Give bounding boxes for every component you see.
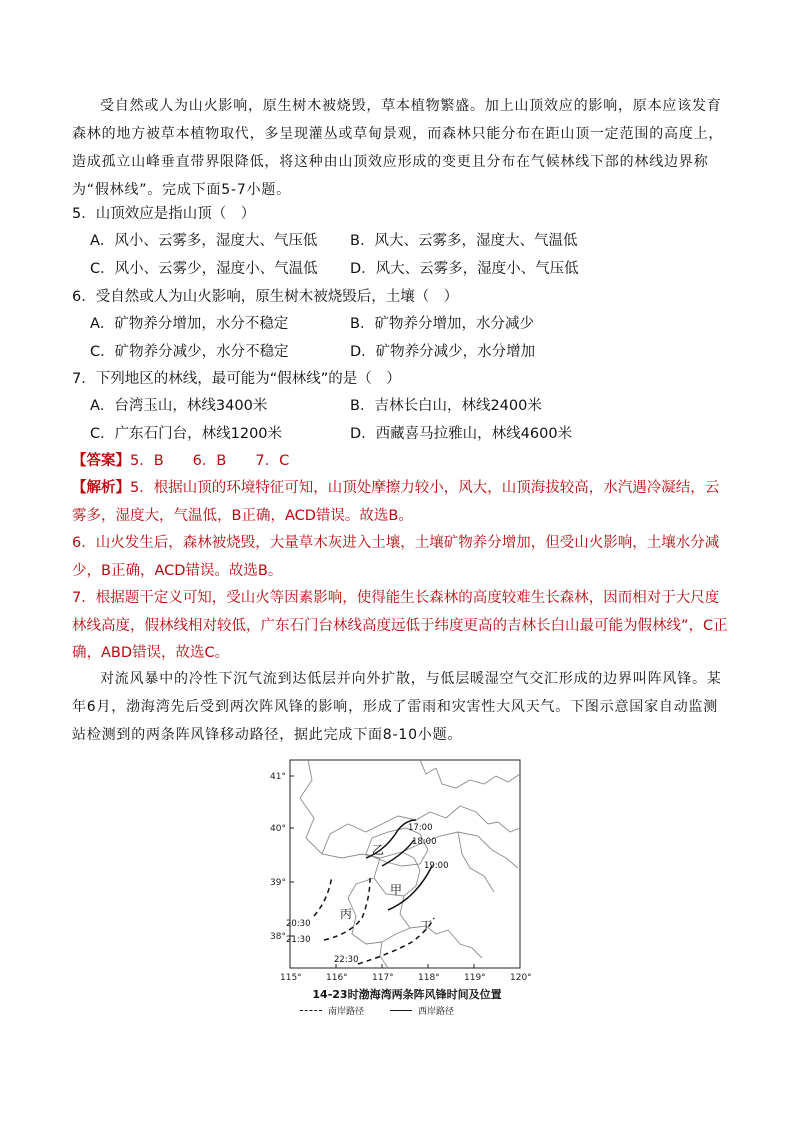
time-label-2230: 22:30 <box>334 955 359 965</box>
q7-option-d: D．西藏喜马拉雅山，林线4600米 <box>350 425 573 442</box>
lat-label-38: 38° <box>270 932 286 942</box>
time-label-1900: 19:00 <box>424 861 449 871</box>
intro-paragraph-5-7: 受自然或人为山火影响，原生树木被烧毁，草本植物繁盛。加上山顶效应的影响，原本应该发育森林的地方被草本植物取代，多呈现灌丛或草甸景观，而森林只能分布在距山顶一定范围的高度上，造成孤立山峰垂直带界限降低，将这种由山顶效应形成的变更且分布在气候林线下部的林线边界称为“假林线”。完成下面5-7小题。 <box>72 98 724 198</box>
lon-label-116: 116° <box>326 973 348 983</box>
analysis-6: 6．山火发生后，森林被烧毁，大量草木灰进入土壤，土壤矿物养分增加，但受山火影响，土壤水分减少，B正确，ACD错误。故选B。 <box>72 535 720 579</box>
lon-ticks <box>290 964 520 968</box>
q5-option-a: A．风小、云雾多，湿度大、气压低 <box>90 233 318 249</box>
legend-solid-line <box>390 1010 412 1011</box>
lon-label-117: 117° <box>372 973 394 983</box>
region-label-yi: 乙 <box>372 843 385 857</box>
question-6-options <box>90 311 730 366</box>
lon-label-119: 119° <box>464 973 486 983</box>
time-label-1700: 17:00 <box>408 823 433 833</box>
q6-option-d: D．矿物养分减少，水分增加 <box>350 343 536 360</box>
legend-south-label: 南岸路径 <box>328 1007 365 1017</box>
time-label-2130: 21:30 <box>286 935 311 945</box>
question-7-stem: 7．下列地区的林线，最可能为“假林线”的是（ ） <box>72 371 401 387</box>
map-frame <box>290 760 520 968</box>
answer-line <box>72 448 722 476</box>
q5-option-d: D．风大、云雾多，湿度小、气压低 <box>350 260 579 277</box>
question-5-options <box>90 228 730 283</box>
front-2030 <box>314 876 332 916</box>
lon-label-115: 115° <box>280 973 302 983</box>
q7-option-a: A．台湾玉山，林线3400米 <box>90 398 268 414</box>
q5-option-c: C．风小、云雾少，湿度小、气温低 <box>90 260 318 277</box>
map-legend <box>300 1004 520 1017</box>
time-label-1800: 18:00 <box>412 837 437 847</box>
q6-option-b: B．矿物养分增加，水分减少 <box>350 316 534 332</box>
lon-label-120: 120° <box>510 973 532 983</box>
time-label-2030: 20:30 <box>286 919 311 929</box>
q6-option-c: C．矿物养分减少，水分不稳定 <box>90 343 289 360</box>
lat-ticks <box>290 776 294 936</box>
region-label-ding: 丁 <box>420 919 433 933</box>
q5-option-b: B．风大、云雾多，湿度大、气温低 <box>350 233 578 249</box>
question-6-stem: 6．受自然或人为山火影响，原生树木被烧毁后，土壤（ ） <box>72 289 459 305</box>
lon-label-118: 118° <box>418 973 440 983</box>
analysis-5 <box>72 475 728 530</box>
lat-label-40: 40° <box>270 824 286 834</box>
lat-label-41: 41° <box>270 772 286 782</box>
map-svg <box>270 758 540 988</box>
question-5-stem: 5．山顶效应是指山顶（ ） <box>72 206 256 222</box>
region-label-jia: 甲 <box>390 883 403 897</box>
analysis-label: 【解析】 <box>72 480 130 496</box>
question-7-options <box>90 393 730 448</box>
q6-option-a: A．矿物养分增加，水分不稳定 <box>90 316 289 332</box>
lat-label-39: 39° <box>270 878 286 888</box>
analysis-5-text: 5．根据山顶的环境特征可知，山顶处摩擦力较小，风大，山顶海拔较高，水汽遇冷凝结，云雾多，湿度大，气温低，B正确，ACD错误。故选B。 <box>72 480 720 524</box>
q7-option-b: B．吉林长白山，林线2400米 <box>350 398 542 414</box>
map-caption: 14-23时渤海湾两条阵风锋时间及位置 <box>312 988 502 1001</box>
region-label-bing: 丙 <box>340 907 353 921</box>
answer-text: 5．B 6．B 7．C <box>130 453 290 469</box>
intro-paragraph-8-10: 对流风暴中的冷性下沉气流到达低层并向外扩散，与低层暖湿空气交汇形成的边界叫阵风锋。某年6月，渤海湾先后受到两次阵风锋的影响，形成了雷雨和灾害性大风天气。下图示意国家自动监测站检测到的两条阵风锋移动路径，据此完成下面8-10小题。 <box>72 671 722 743</box>
legend-west-label: 西岸路径 <box>418 1007 455 1017</box>
legend-dashed-line <box>300 1010 322 1011</box>
answer-label: 【答案】 <box>72 453 130 469</box>
analysis-7: 7．根据题干定义可知，受山火等因素影响，使得能生长森林的高度较难生长森林，因而相对于大尺度林线高度，假林线相对较低，广东石门台林线高度远低于纬度更高的吉林长白山最可能为假林线”，C正确，ABD错误，故选C。 <box>72 590 728 661</box>
q7-option-c: C．广东石门台，林线1200米 <box>90 425 283 442</box>
